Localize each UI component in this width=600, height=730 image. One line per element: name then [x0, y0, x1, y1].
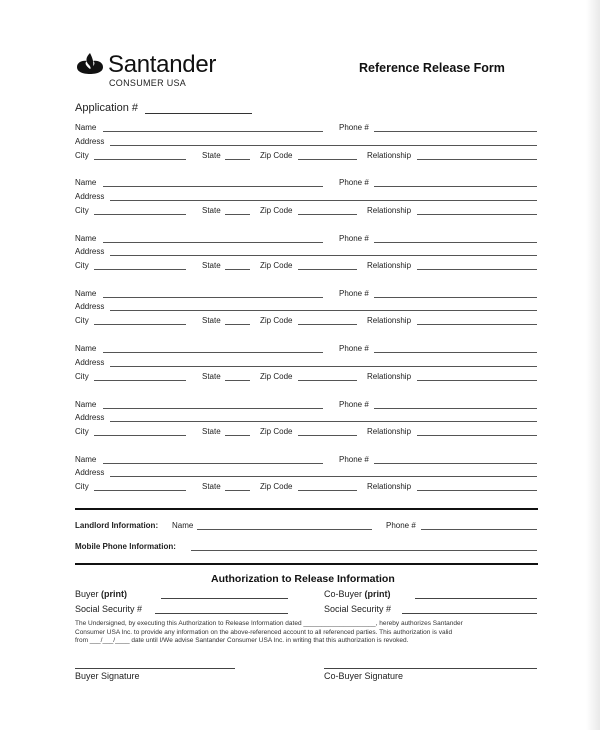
cobuyer-signature-field[interactable] — [324, 668, 537, 669]
reference-phone-field[interactable] — [374, 242, 537, 243]
form-title: Reference Release Form — [359, 61, 505, 75]
reference-state-field[interactable] — [225, 435, 250, 436]
reference-city-field[interactable] — [94, 214, 186, 215]
reference-state-label: State — [202, 371, 221, 381]
reference-phone-label: Phone # — [339, 454, 369, 464]
reference-phone-field[interactable] — [374, 408, 537, 409]
reference-address-field[interactable] — [110, 421, 537, 422]
cobuyer-ssn-label: Social Security # — [324, 604, 392, 614]
reference-address-label: Address — [75, 357, 105, 367]
reference-state-field[interactable] — [225, 324, 250, 325]
application-number-field[interactable] — [145, 113, 252, 114]
reference-name-label: Name — [75, 399, 97, 409]
reference-city-field[interactable] — [94, 490, 186, 491]
reference-address-field[interactable] — [110, 145, 537, 146]
buyer-ssn-label: Social Security # — [75, 604, 143, 614]
reference-city-label: City — [75, 482, 89, 492]
reference-zip-label: Zip Code — [260, 205, 293, 215]
reference-relationship-label: Relationship — [367, 371, 412, 381]
reference-phone-label: Phone # — [339, 178, 369, 188]
reference-address-label: Address — [75, 302, 105, 312]
reference-relationship-field[interactable] — [417, 324, 537, 325]
section-divider — [75, 563, 538, 565]
reference-name-label: Name — [75, 454, 97, 464]
reference-relationship-field[interactable] — [417, 380, 537, 381]
reference-name-field[interactable] — [103, 186, 323, 187]
reference-address-field[interactable] — [110, 200, 537, 201]
authorization-paragraph: The Undersigned, by executing this Authorization to Release Information dated ____________________, hereby authorizes Santander Consumer USA Inc. to provide any information on the above-referenced account to all referenced parties. This authorization is valid from ___/___/____ date until I/We advise Santander Consumer USA Inc. in writing that this authorization is revoked. — [75, 620, 463, 644]
reference-state-label: State — [202, 482, 221, 492]
reference-relationship-label: Relationship — [367, 316, 412, 326]
reference-relationship-label: Relationship — [367, 150, 412, 160]
reference-address-label: Address — [75, 136, 105, 146]
reference-state-label: State — [202, 316, 221, 326]
reference-phone-label: Phone # — [339, 288, 369, 298]
cobuyer-name-field[interactable] — [415, 598, 537, 599]
reference-city-label: City — [75, 427, 89, 436]
reference-state-label: State — [202, 205, 221, 215]
reference-name-field[interactable] — [103, 242, 323, 243]
reference-state-label: State — [202, 150, 221, 160]
landlord-phone-label: Phone # — [386, 521, 416, 530]
reference-relationship-label: Relationship — [367, 261, 412, 271]
reference-name-field[interactable] — [103, 408, 323, 409]
reference-city-field[interactable] — [94, 269, 186, 270]
brand-subtitle: CONSUMER USA — [109, 78, 187, 88]
application-number-label: Application # — [75, 102, 138, 114]
reference-state-field[interactable] — [225, 380, 250, 381]
reference-zip-field[interactable] — [298, 490, 357, 491]
reference-name-label: Name — [75, 233, 97, 243]
reference-state-field[interactable] — [225, 214, 250, 215]
reference-relationship-field[interactable] — [417, 214, 537, 215]
mobile-phone-field[interactable] — [191, 550, 537, 551]
landlord-name-label: Name — [172, 521, 194, 530]
reference-name-label: Name — [75, 123, 97, 132]
reference-city-field[interactable] — [94, 159, 186, 160]
buyer-name-field[interactable] — [161, 598, 288, 599]
reference-phone-label: Phone # — [339, 233, 369, 243]
reference-phone-label: Phone # — [339, 123, 369, 132]
section-divider — [75, 508, 538, 510]
reference-relationship-field[interactable] — [417, 159, 537, 160]
reference-address-label: Address — [75, 413, 105, 422]
reference-name-field[interactable] — [103, 352, 323, 353]
reference-zip-field[interactable] — [298, 269, 357, 270]
reference-zip-field[interactable] — [298, 380, 357, 381]
authorization-title: Authorization to Release Information — [211, 573, 395, 585]
buyer-signature-field[interactable] — [75, 668, 235, 669]
reference-city-field[interactable] — [94, 380, 186, 381]
reference-zip-field[interactable] — [298, 324, 357, 325]
santander-flame-icon — [75, 52, 105, 78]
reference-relationship-field[interactable] — [417, 435, 537, 436]
buyer-print-label: Buyer (print) — [75, 589, 128, 599]
reference-state-field[interactable] — [225, 159, 250, 160]
brand-name: Santander — [108, 51, 217, 78]
reference-address-label: Address — [75, 191, 105, 201]
reference-city-label: City — [75, 316, 89, 326]
reference-zip-field[interactable] — [298, 435, 357, 436]
reference-state-label: State — [202, 261, 221, 271]
reference-phone-field[interactable] — [374, 352, 537, 353]
reference-zip-label: Zip Code — [260, 427, 293, 436]
reference-city-label: City — [75, 261, 89, 271]
landlord-phone-field[interactable] — [421, 529, 537, 530]
reference-relationship-label: Relationship — [367, 482, 412, 492]
reference-state-field[interactable] — [225, 269, 250, 270]
page-edge-shadow — [586, 0, 600, 730]
reference-zip-label: Zip Code — [260, 261, 293, 271]
reference-phone-field[interactable] — [374, 297, 537, 298]
reference-city-label: City — [75, 371, 89, 381]
cobuyer-print-label: Co-Buyer (print) — [324, 589, 391, 599]
reference-zip-field[interactable] — [298, 159, 357, 160]
mobile-phone-label: Mobile Phone Information: — [75, 542, 176, 551]
buyer-signature-label: Buyer Signature — [75, 671, 140, 681]
reference-address-label: Address — [75, 468, 105, 478]
reference-city-label: City — [75, 205, 89, 215]
reference-phone-field[interactable] — [374, 131, 537, 132]
reference-address-field[interactable] — [110, 310, 537, 311]
reference-name-label: Name — [75, 288, 97, 298]
reference-name-field[interactable] — [103, 297, 323, 298]
reference-relationship-label: Relationship — [367, 427, 412, 436]
reference-state-label: State — [202, 427, 221, 436]
reference-address-field[interactable] — [110, 476, 537, 477]
reference-relationship-field[interactable] — [417, 269, 537, 270]
reference-zip-label: Zip Code — [260, 371, 293, 381]
cobuyer-ssn-field[interactable] — [402, 613, 537, 614]
reference-relationship-label: Relationship — [367, 205, 412, 215]
reference-name-label: Name — [75, 178, 97, 188]
reference-phone-label: Phone # — [339, 344, 369, 354]
landlord-info-label: Landlord Information: — [75, 521, 159, 530]
reference-name-field[interactable] — [103, 131, 323, 132]
reference-zip-label: Zip Code — [260, 150, 293, 160]
buyer-ssn-field[interactable] — [155, 613, 288, 614]
reference-address-field[interactable] — [110, 255, 537, 256]
reference-city-field[interactable] — [94, 324, 186, 325]
reference-zip-label: Zip Code — [260, 316, 293, 326]
reference-name-field[interactable] — [103, 463, 323, 464]
reference-phone-field[interactable] — [374, 186, 537, 187]
reference-city-field[interactable] — [94, 435, 186, 436]
reference-city-label: City — [75, 150, 89, 160]
reference-phone-field[interactable] — [374, 463, 537, 464]
reference-address-field[interactable] — [110, 366, 537, 367]
landlord-name-field[interactable] — [197, 529, 372, 530]
reference-zip-field[interactable] — [298, 214, 357, 215]
reference-state-field[interactable] — [225, 490, 250, 491]
reference-name-label: Name — [75, 344, 97, 354]
reference-address-label: Address — [75, 247, 105, 257]
reference-relationship-field[interactable] — [417, 490, 537, 491]
reference-zip-label: Zip Code — [260, 482, 293, 492]
cobuyer-signature-label: Co-Buyer Signature — [324, 671, 404, 681]
reference-phone-label: Phone # — [339, 399, 369, 409]
